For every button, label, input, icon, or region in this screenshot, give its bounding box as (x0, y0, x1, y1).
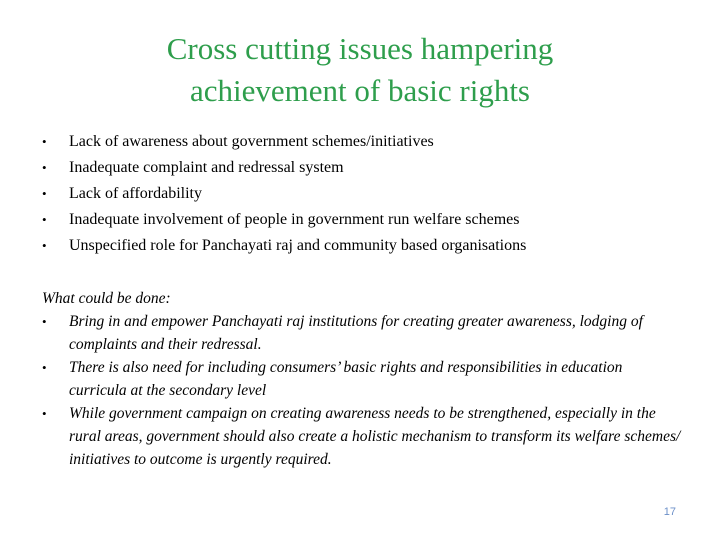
bullet-icon: • (42, 186, 47, 201)
slide-title-line-2: achievement of basic rights (189, 73, 531, 108)
action-item (42, 310, 682, 356)
action-text: There is also need for including consumers’ basic rights and responsibilities in education curricula at the secondary level (69, 359, 623, 399)
issue-item (42, 129, 682, 155)
bullet-icon: • (42, 238, 47, 253)
page-number: 17 (663, 506, 676, 518)
bullet-icon: • (42, 314, 47, 329)
action-list (42, 310, 682, 471)
action-item (42, 402, 682, 471)
issue-item (42, 155, 682, 181)
action-heading: What could be done: (42, 290, 171, 307)
slide-title-line-1: Cross cutting issues hampering (166, 31, 554, 66)
issue-text: Lack of affordability (69, 185, 202, 202)
slide-title (60, 28, 660, 112)
bullet-icon: • (42, 406, 47, 421)
issue-item (42, 207, 682, 233)
action-item (42, 356, 682, 402)
action-section (42, 287, 682, 471)
issue-text: Inadequate involvement of people in government run welfare schemes (69, 211, 520, 228)
issue-text: Lack of awareness about government schemes/initiatives (69, 133, 434, 150)
action-text: While government campaign on creating awareness needs to be strengthened, especially in the rural areas, government should also create a holistic mechanism to transform its welfare schemes/ initiatives to outcome is urgently required. (69, 405, 681, 468)
bullet-icon: • (42, 360, 47, 375)
bullet-icon: • (42, 160, 47, 175)
bullet-icon: • (42, 212, 47, 227)
issue-item (42, 181, 682, 207)
bullet-icon: • (42, 134, 47, 149)
issue-text: Inadequate complaint and redressal system (69, 159, 344, 176)
issue-text: Unspecified role for Panchayati raj and community based organisations (69, 237, 527, 254)
issue-item (42, 233, 682, 259)
issues-list (42, 129, 682, 259)
action-text: Bring in and empower Panchayati raj institutions for creating greater awareness, lodging of complaints and their redressal. (69, 313, 643, 353)
